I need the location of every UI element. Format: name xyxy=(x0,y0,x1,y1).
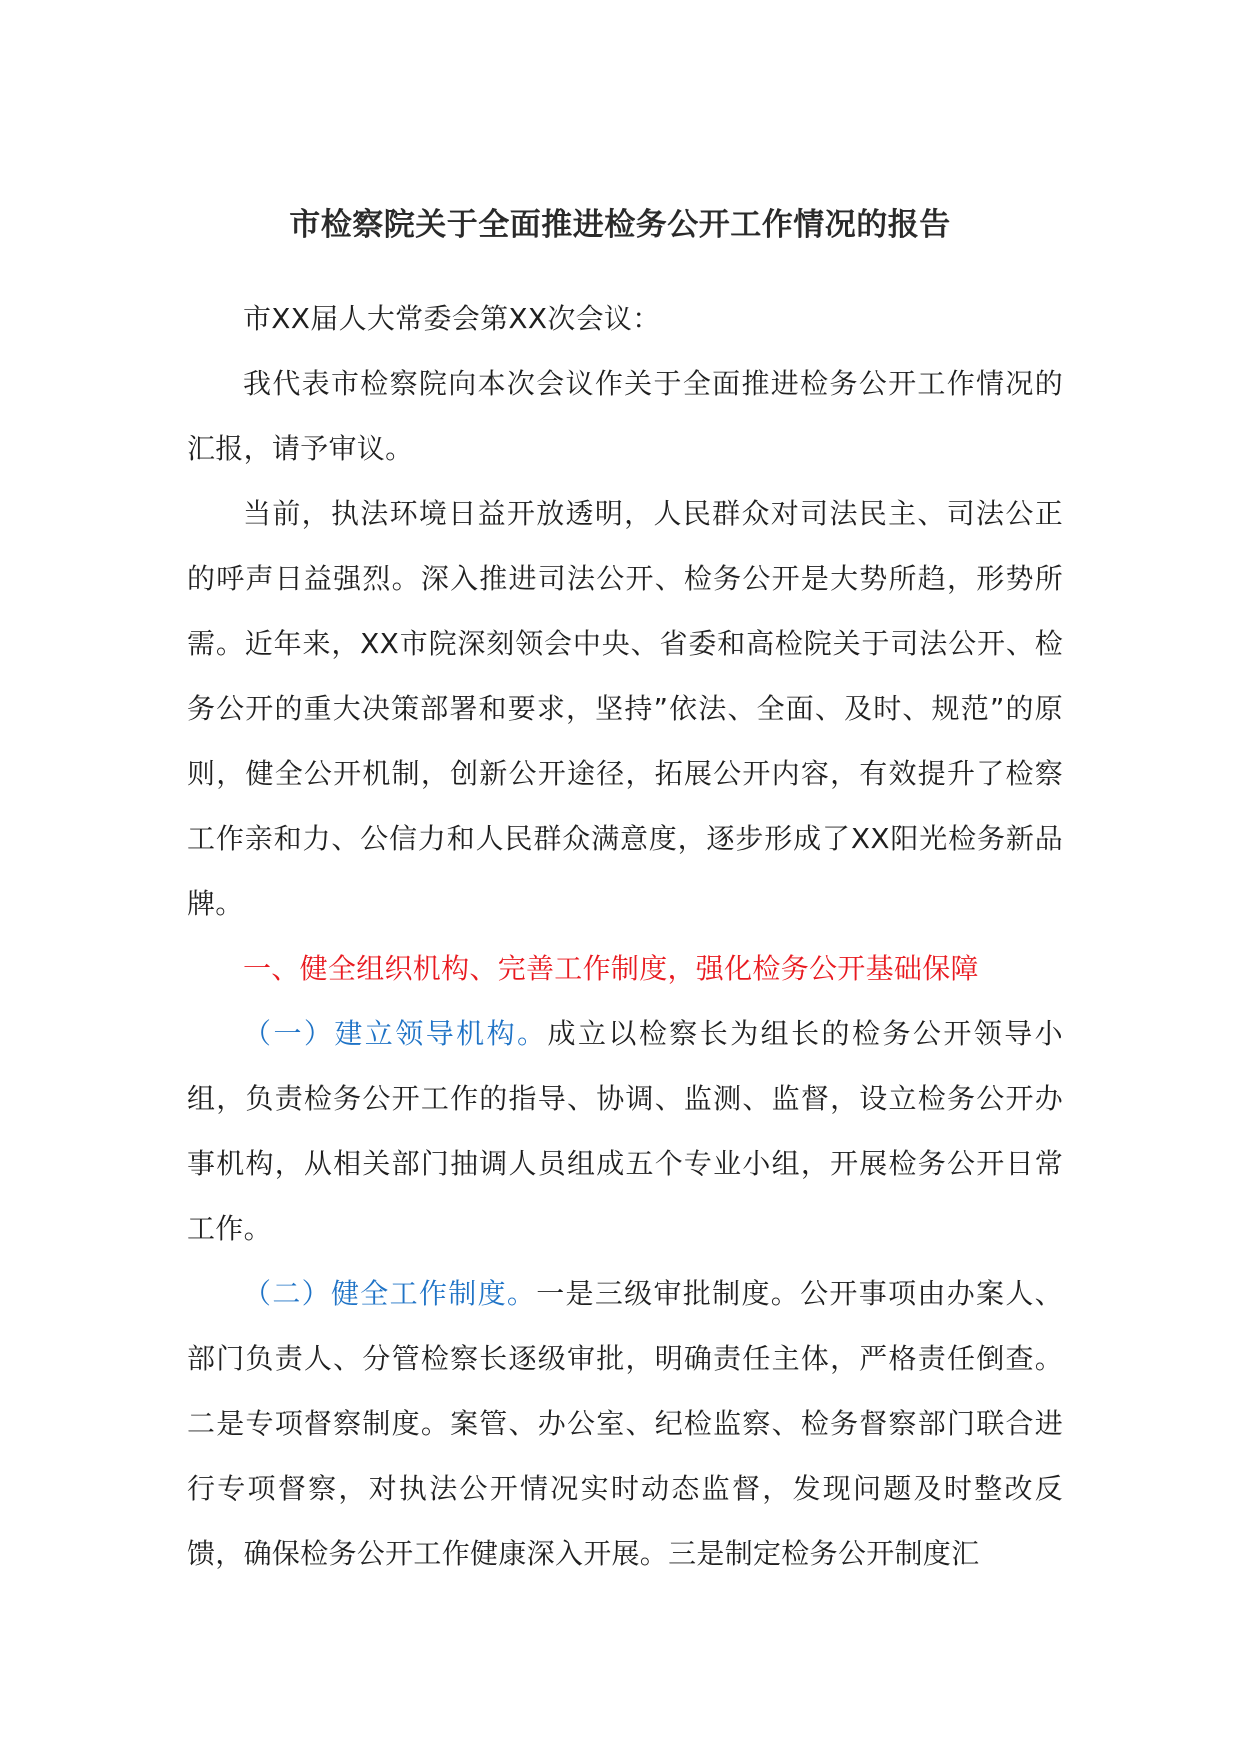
section-heading: 一、健全组织机构、完善工作制度，强化检务公开基础保障 xyxy=(243,952,979,985)
item-text-1: 成立以检察长为组长的检务公开领导小组，负责检务公开工作的指导、协调、监测、监督，设立检务公开办事机构，从相关部门抽调人员组成五个专业小组，开展检务公开日常工作。 xyxy=(187,1017,1063,1245)
item-label-1: （一）建立领导机构。 xyxy=(243,1017,548,1050)
item-paragraph-2 xyxy=(187,1261,1063,1586)
intro-paragraph: 我代表市检察院向本次会议作关于全面推进检务公开工作情况的汇报，请予审议。 xyxy=(187,367,1063,465)
item-paragraph-1 xyxy=(187,1001,1063,1261)
background-paragraph: 当前，执法环境日益开放透明，人民群众对司法民主、司法公正的呼声日益强烈。深入推进司法公开、检务公开是大势所趋，形势所需。近年来，XX市院深刻领会中央、省委和高检院关于司法公开、检务公开的重大决策部署和要求，坚持”依法、全面、及时、规范”的原则，健全公开机制，创新公开途径，拓展公开内容，有效提升了检察工作亲和力、公信力和人民群众满意度，逐步形成了XX阳光检务新品牌。 xyxy=(187,497,1063,920)
item-text-2: 一是三级审批制度。公开事项由办案人、部门负责人、分管检察长逐级审批，明确责任主体，严格责任倒查。二是专项督察制度。案管、办公室、纪检监察、检务督察部门联合进行专项督察，对执法公开情况实时动态监督，发现问题及时整改反馈，确保检务公开工作健康深入开展。三是制定检务公开制度汇 xyxy=(187,1277,1063,1570)
document-title: 市检察院关于全面推进检务公开工作情况的报告 xyxy=(289,207,951,243)
salutation-paragraph: 市XX届人大常委会第XX次会议： xyxy=(243,302,661,335)
item-label-2: （二）健全工作制度。 xyxy=(243,1277,537,1310)
document-body xyxy=(187,286,1063,1586)
